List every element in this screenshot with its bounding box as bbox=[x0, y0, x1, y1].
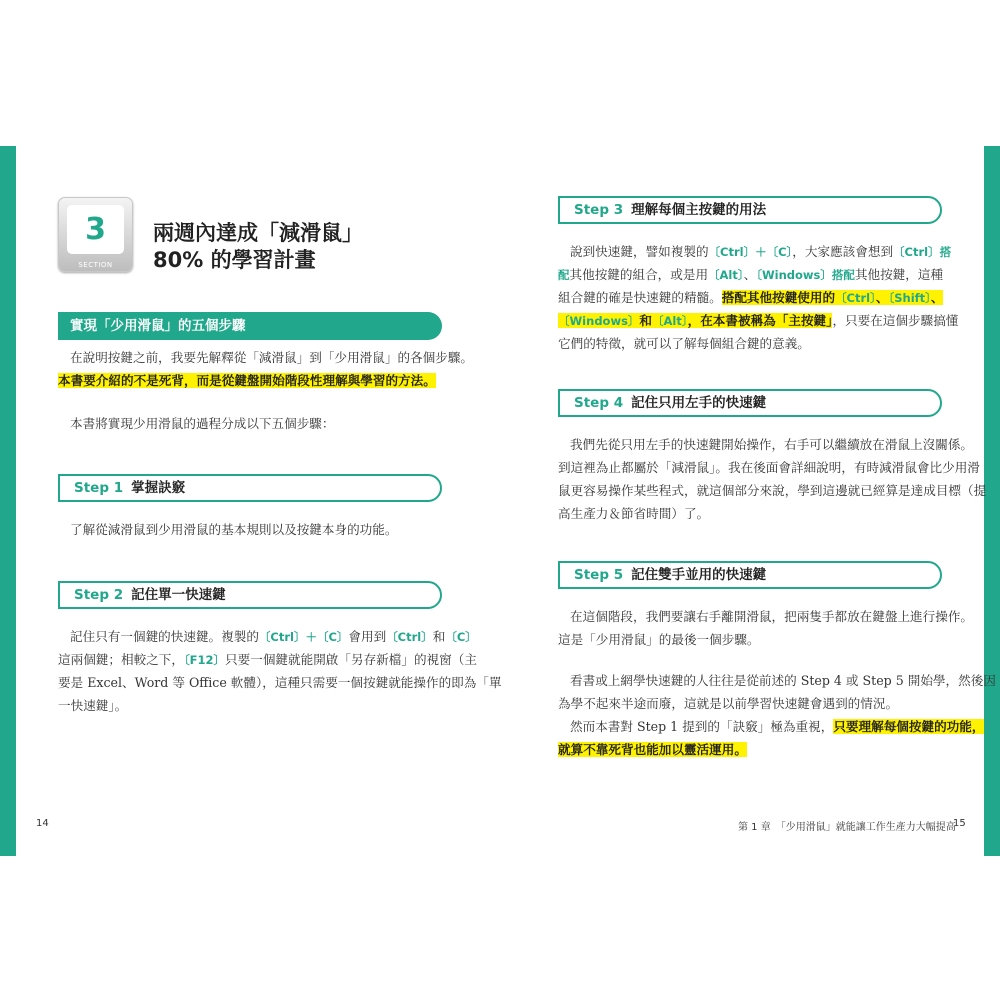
step4-number: Step 4 bbox=[574, 395, 624, 411]
step5-line4: 為學不起來半途而廢，這就是以前學習快速鍵會遇到的情況。 bbox=[558, 696, 899, 711]
step4-title: 記住只用左手的快速鍵 bbox=[631, 395, 767, 411]
step2-line4: 一快速鍵」。 bbox=[58, 698, 128, 713]
intro-line1: 在說明按鍵之前，我要先解釋從「減滑鼠」到「少用滑鼠」的各個步驟。 bbox=[70, 350, 473, 365]
step2-line3: 要是 Excel、Word 等 Office 軟體），這種只需要一個按鍵就能操作的即為「單 bbox=[58, 675, 502, 690]
step3-line5: 它們的特徵，就可以了解每個組合鍵的意義。 bbox=[558, 336, 810, 351]
section-title-line1: 兩週內達成「減滑鼠」 bbox=[153, 221, 363, 245]
step5-line3: 看書或上網學快速鍵的人往往是從前述的 Step 4 或 Step 5 開始學，然後因 bbox=[570, 673, 996, 688]
step2-heading bbox=[58, 581, 442, 609]
section-number: 3 bbox=[67, 205, 124, 254]
left-page-number: 14 bbox=[36, 818, 49, 829]
step1-heading bbox=[58, 474, 442, 502]
section-title-line2: 80% 的學習計畫 bbox=[153, 248, 316, 272]
intro-highlight: 本書要介紹的不是死背，而是從鍵盤開始階段性理解與學習的方法。 bbox=[58, 373, 436, 388]
step1-number: Step 1 bbox=[74, 480, 124, 496]
step2-line1: 記住只有一個鍵的快速鍵。複製的〔Ctrl〕＋〔C〕會用到〔Ctrl〕和〔C〕 bbox=[70, 629, 477, 644]
right-edge-bar bbox=[984, 146, 1000, 856]
step4-line3: 鼠更容易操作某些程式，就這個部分來說，學到這邊就已經算是達成目標（提 bbox=[558, 483, 987, 498]
step4-line2: 到這裡為止都屬於「減滑鼠」。我在後面會詳細說明，有時減滑鼠會比少用滑 bbox=[558, 460, 980, 475]
step3-line3: 組合鍵的確是快速鍵的精髓。搭配其他按鍵使用的〔Ctrl〕、〔Shift〕、 bbox=[558, 290, 944, 305]
chapter-running-title: 第 1 章 「少用滑鼠」就能讓工作生產力大幅提高 bbox=[738, 822, 956, 833]
section-label: SECTION bbox=[78, 261, 113, 269]
step3-heading bbox=[558, 196, 942, 224]
step5-line2: 這是「少用滑鼠」的最後一個步驟。 bbox=[558, 632, 760, 647]
step5-line1: 在這個階段，我們要讓右手離開滑鼠，把兩隻手都放在鍵盤上進行操作。 bbox=[570, 609, 973, 624]
step4-line1: 我們先從只用左手的快速鍵開始操作，右手可以繼續放在滑鼠上沒關係。 bbox=[570, 437, 973, 452]
left-edge-bar bbox=[0, 146, 16, 856]
step1-text: 了解從減滑鼠到少用滑鼠的基本規則以及按鍵本身的功能。 bbox=[70, 522, 398, 537]
step5-line6: 就算不靠死背也能加以靈活運用。 bbox=[558, 742, 747, 757]
step3-line4: 〔Windows〕和〔Alt〕，在本書被稱為「主按鍵」，只要在這個步驟搞懂 bbox=[558, 313, 959, 328]
step3-line2: 配其他按鍵的組合，或是用〔Alt〕、〔Windows〕搭配其他按鍵，這種 bbox=[558, 267, 944, 282]
step2-line2: 這兩個鍵；相較之下，〔F12〕只要一個鍵就能開啟「另存新檔」的視窗（主 bbox=[58, 652, 477, 667]
right-page-number: 15 bbox=[953, 818, 966, 829]
step2-number: Step 2 bbox=[74, 587, 124, 603]
step3-line1: 說到快速鍵，譬如複製的〔Ctrl〕＋〔C〕，大家應該會想到〔Ctrl〕搭 bbox=[570, 244, 952, 259]
step5-line5: 然而本書對 Step 1 提到的「訣竅」極為重視，只要理解每個按鍵的功能， bbox=[570, 719, 985, 734]
step5-title: 記住雙手並用的快速鍵 bbox=[631, 567, 767, 583]
step5-number: Step 5 bbox=[574, 567, 624, 583]
step3-number: Step 3 bbox=[574, 202, 624, 218]
intro-line3: 本書將實現少用滑鼠的過程分成以下五個步驟： bbox=[70, 416, 335, 431]
step2-title: 記住單一快速鍵 bbox=[131, 587, 226, 603]
step4-line4: 高生產力＆節省時間）了。 bbox=[558, 506, 710, 521]
step1-title: 掌握訣竅 bbox=[131, 480, 186, 496]
step4-heading bbox=[558, 389, 942, 417]
step3-title: 理解每個主按鍵的用法 bbox=[631, 202, 767, 218]
step5-heading bbox=[558, 561, 942, 589]
five-steps-heading: 實現「少用滑鼠」的五個步驟 bbox=[58, 312, 442, 340]
